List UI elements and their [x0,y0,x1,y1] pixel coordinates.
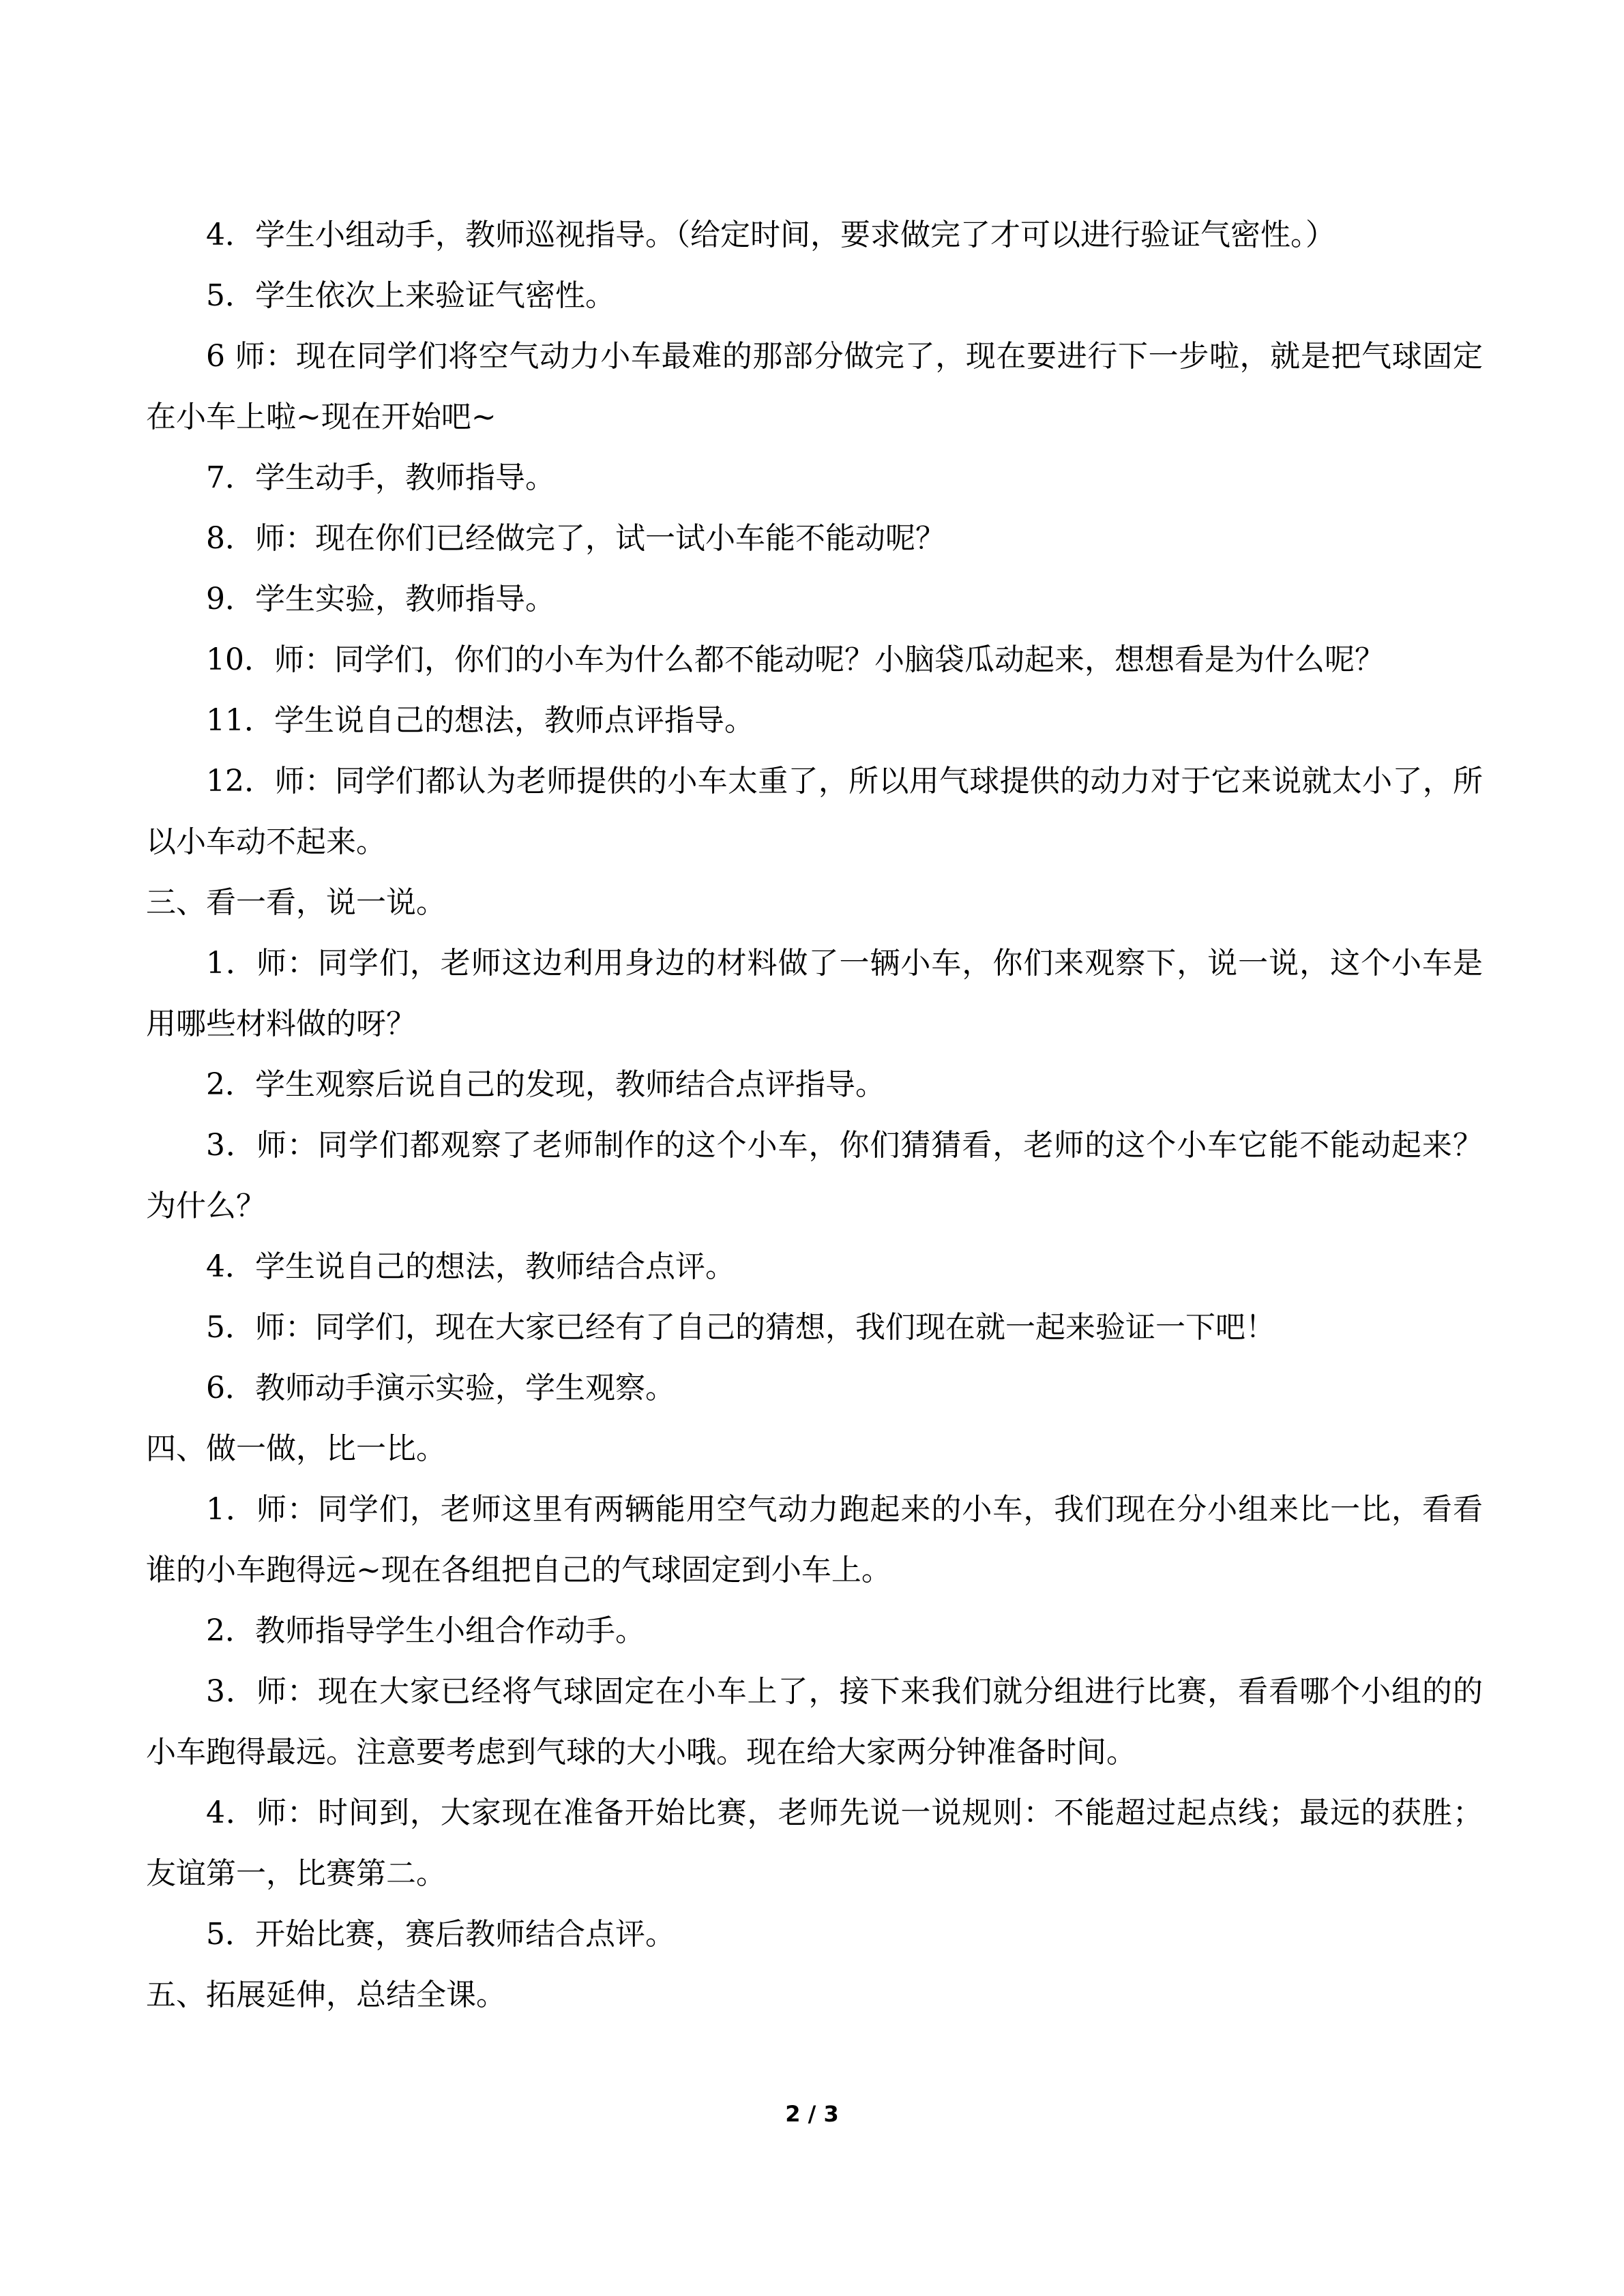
paragraph: 9．学生实验，教师指导。 [206,582,555,616]
paragraph: 6．教师动手演示实验，学生观察。 [206,1371,675,1405]
document-body [146,205,1483,2025]
paragraph: 4．师：时间到，大家现在准备开始比赛，老师先说一说规则：不能超过起点线；最远的获胜；友谊第一，比赛第二。 [146,1795,1483,1891]
section-heading: 三、看一看，说一说。 [146,885,446,920]
paragraph: 5．开始比赛，赛后教师结合点评。 [206,1917,675,1952]
paragraph: 10．师：同学们，你们的小车为什么都不能动呢？小脑袋瓜动起来，想想看是为什么呢？ [206,642,1385,677]
paragraph: 11．学生说自己的想法，教师点评指导。 [206,703,754,738]
paragraph: 3．师：同学们都观察了老师制作的这个小车，你们猜猜看，老师的这个小车它能不能动起来？为什么？ [146,1128,1483,1223]
paragraph: 3．师：现在大家已经将气球固定在小车上了，接下来我们就分组进行比赛，看看哪个小组的的小车跑得最远。注意要考虑到气球的大小哦。现在给大家两分钟准备时间。 [146,1674,1483,1770]
paragraph: 5．师：同学们，现在大家已经有了自己的猜想，我们现在就一起来验证一下吧！ [206,1310,1275,1345]
paragraph: 7．学生动手，教师指导。 [206,460,555,495]
paragraph: 5．学生依次上来验证气密性。 [206,278,615,313]
paragraph: 12．师：同学们都认为老师提供的小车太重了，所以用气球提供的动力对于它来说就太小了，所以小车动不起来。 [146,764,1483,859]
page-number: 2 / 3 [785,2101,839,2127]
paragraph: 8．师：现在你们已经做完了，试一试小车能不能动呢？ [206,521,945,556]
paragraph: 1．师：同学们，老师这边利用身边的材料做了一辆小车，你们来观察下，说一说，这个小车是用哪些材料做的呀？ [146,946,1483,1041]
paragraph: 6 师：现在同学们将空气动力小车最难的那部分做完了，现在要进行下一步啦，就是把气球固定在小车上啦~现在开始吧~ [146,339,1483,434]
paragraph: 4．学生小组动手，教师巡视指导。（给定时间，要求做完了才可以进行验证气密性。） [206,218,1335,252]
paragraph: 2．学生观察后说自己的发现，教师结合点评指导。 [206,1067,885,1102]
paragraph: 1．师：同学们，老师这里有两辆能用空气动力跑起来的小车，我们现在分小组来比一比，看看谁的小车跑得远~现在各组把自己的气球固定到小车上。 [146,1492,1483,1587]
section-heading: 五、拓展延伸，总结全课。 [146,1978,506,2012]
paragraph: 2．教师指导学生小组合作动手。 [206,1613,645,1648]
paragraph: 4．学生说自己的想法，教师结合点评。 [206,1249,735,1284]
section-heading: 四、做一做，比一比。 [146,1431,446,1466]
